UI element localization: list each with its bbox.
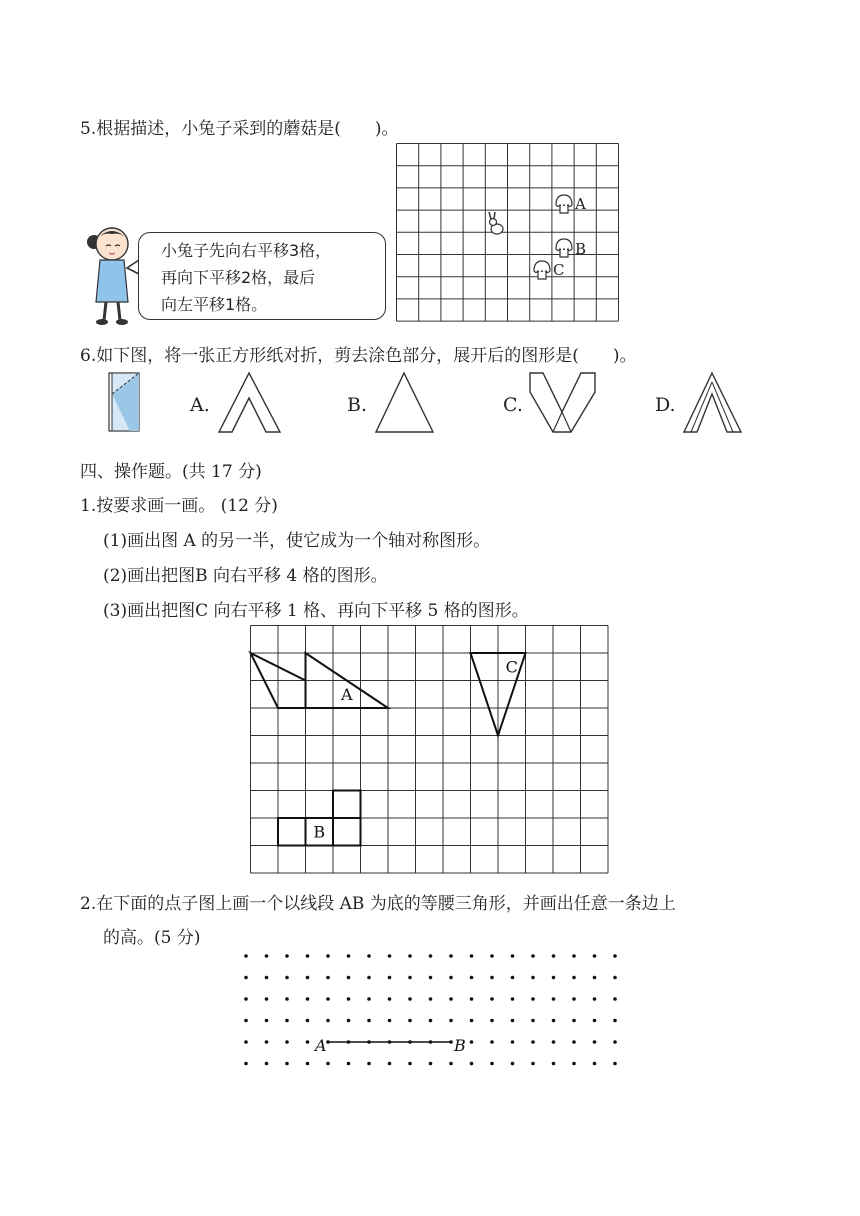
dot [367,997,371,1001]
dot [593,954,597,958]
dot [511,1019,515,1023]
mushroom-icon [534,261,550,273]
dot [367,954,371,958]
dot [449,997,453,1001]
dot [285,1019,289,1023]
q1-item-2: (2)画出把图B 向右平移 4 格的图形。 [103,566,388,586]
section-4-q2-line2: 的高。(5 分) [103,928,201,948]
mushroom-stem [560,206,568,213]
dot [490,1062,494,1066]
dot [326,976,330,980]
dot [531,1019,535,1023]
dot [552,976,556,980]
dot [347,1062,351,1066]
mushroom-icon [556,239,572,251]
dot [511,1062,515,1066]
dot [511,976,515,980]
shape-b-cell [333,818,361,846]
dot [490,997,494,1001]
dot [265,1040,269,1044]
dot [613,1040,617,1044]
dot [552,1040,556,1044]
dot-grid [240,950,630,1090]
dot [306,997,310,1001]
dot [347,954,351,958]
shape-a-label: A [340,684,353,704]
dot [572,954,576,958]
dot [306,1019,310,1023]
dot [593,1062,597,1066]
dot [511,997,515,1001]
option-d-label: D. [655,394,676,416]
folded-paper [108,372,142,434]
option-c-label: C. [503,394,523,416]
dot [306,1062,310,1066]
dot [470,1040,474,1044]
option-a-shape [218,372,282,434]
mushroom-stem [538,272,546,279]
bubble-line-2: 再向下平移2格，最后 [161,268,316,287]
q1-item-1: (1)画出图 A 的另一半，使它成为一个轴对称图形。 [103,531,491,551]
dot [408,997,412,1001]
dot [326,1019,330,1023]
dot [572,1019,576,1023]
shape-b-label: B [313,822,326,842]
bubble-line-1: 小兔子先向右平移3格， [161,241,332,260]
point-b-label: B [454,1036,466,1055]
dot [552,997,556,1001]
q1-item-3: (3)画出把图C 向右平移 1 格、再向下平移 5 格的图形。 [103,601,529,621]
dot [429,976,433,980]
point-a-label: A [315,1036,327,1055]
dot [347,1019,351,1023]
dot [285,997,289,1001]
dot [531,976,535,980]
dot [490,976,494,980]
dot [244,1062,248,1066]
dot [306,954,310,958]
dot [285,954,289,958]
dot [449,976,453,980]
dot [552,1019,556,1023]
dot [265,1019,269,1023]
dot [531,997,535,1001]
dot [613,1019,617,1023]
rabbit-head [490,219,497,226]
dot [531,1040,535,1044]
drawing-grid [250,625,610,873]
mushroom-stem [560,250,568,257]
dot [470,1062,474,1066]
dot [367,1062,371,1066]
rabbit-ear [494,212,495,219]
mushroom-label: A [575,195,586,213]
rabbit-ear [489,212,491,219]
option-b-shape [375,372,435,434]
option-a-label: A. [190,394,210,416]
dot [367,976,371,980]
dot [613,976,617,980]
dot [490,1040,494,1044]
dot [613,997,617,1001]
dot [531,1062,535,1066]
dot [408,1019,412,1023]
dot [613,1062,617,1066]
dot [244,1040,248,1044]
option-b-label: B. [347,394,368,416]
dot [285,1040,289,1044]
dot [470,976,474,980]
dot [388,976,392,980]
option-c-shape [529,372,597,434]
dot [388,954,392,958]
dot [429,1019,433,1023]
dot [470,1019,474,1023]
dot [244,1019,248,1023]
dot [388,1019,392,1023]
dot [552,1062,556,1066]
dot [388,997,392,1001]
dot [470,954,474,958]
dot [306,976,310,980]
dot [265,954,269,958]
dot [470,997,474,1001]
dot [511,954,515,958]
dot [429,954,433,958]
section-4-q2-line1: 2.在下面的点子图上画一个以线段 AB 为底的等腰三角形，并画出任意一条边上 [80,894,676,914]
dot [429,997,433,1001]
dot [490,954,494,958]
option-d-shape [683,372,743,434]
dot [347,997,351,1001]
dot [429,1062,433,1066]
question-5-text: 5.根据描述，小兔子采到的蘑菇是( )。 [80,119,399,139]
dot [593,997,597,1001]
dot [347,976,351,980]
dot [511,1040,515,1044]
dot [244,997,248,1001]
dot [285,976,289,980]
q5-grid [396,143,620,327]
dot [265,976,269,980]
dot [367,1019,371,1023]
dot [408,954,412,958]
dot [593,1040,597,1044]
dot [572,976,576,980]
dot [531,954,535,958]
dot [449,1019,453,1023]
mushroom-icon [556,195,572,207]
speech-bubble [138,232,386,320]
mushroom-label: B [575,240,587,258]
dot [326,1062,330,1066]
bubble-line-3: 向左平移1格。 [161,295,268,314]
dot [552,954,556,958]
dot [593,976,597,980]
dot [408,976,412,980]
dot [244,976,248,980]
section-4-title: 四、操作题。(共 17 分) [80,462,262,482]
dot [326,954,330,958]
mushroom-label: C [553,261,565,279]
shape-c-label: C [505,657,518,677]
dot [490,1019,494,1023]
dot [572,1040,576,1044]
dot [265,1062,269,1066]
question-6-text: 6.如下图，将一张正方形纸对折，剪去涂色部分，展开后的图形是( )。 [80,346,637,366]
dot [306,1040,310,1044]
dot [285,1062,289,1066]
dot [408,1062,412,1066]
dot [326,997,330,1001]
dot [613,954,617,958]
dot [572,1062,576,1066]
dot [244,954,248,958]
dot [265,997,269,1001]
dot [388,1062,392,1066]
dot [572,997,576,1001]
section-4-q1: 1.按要求画一画。 (12 分) [80,496,278,516]
dot [593,1019,597,1023]
dot [449,1062,453,1066]
dot [449,954,453,958]
